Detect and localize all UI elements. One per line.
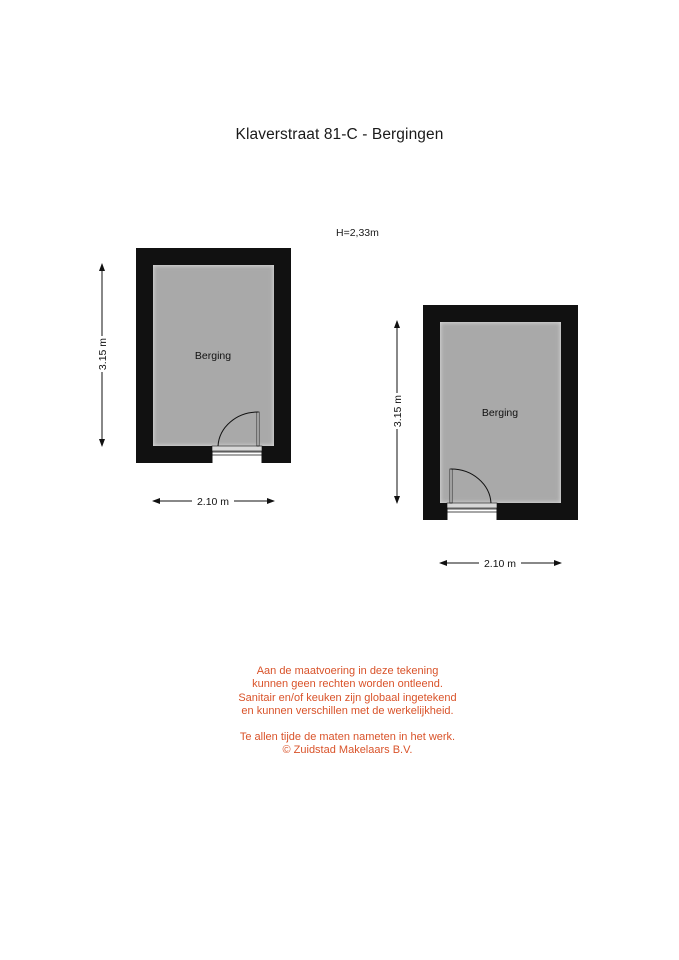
ceiling-height-label: H=2,33m — [336, 227, 379, 239]
room-1-label: Berging — [194, 350, 232, 362]
room-1-width-label: 2.10 m — [196, 496, 230, 508]
storage-room-2 — [389, 305, 578, 570]
disclaimer — [0, 665, 679, 758]
disclaimer-line-5: Te allen tijde de maten nameten in het werk. — [239, 731, 456, 744]
copyright-line: © Zuidstad Makelaars B.V. — [282, 744, 413, 757]
room-2-width-label: 2.10 m — [483, 558, 517, 570]
disclaimer-line-4: en kunnen verschillen met de werkelijkheid. — [241, 704, 454, 717]
room-2-depth-label: 3.15 m — [392, 394, 404, 428]
room-1-depth-label: 3.15 m — [97, 337, 109, 371]
disclaimer-line-3: Sanitair en/of keuken zijn globaal ingetekend — [238, 691, 457, 704]
disclaimer-line-1: Aan de maatvoering in deze tekening — [256, 665, 439, 677]
room-2-label: Berging — [481, 407, 519, 419]
disclaimer-line-2: kunnen geen rechten worden ontleend. — [252, 678, 443, 691]
drawing-title: Klaverstraat 81-C - Bergingen — [235, 126, 444, 143]
storage-room-1 — [94, 248, 291, 508]
room-2-door-leaf — [450, 469, 452, 503]
room-1-door-leaf — [257, 412, 259, 446]
